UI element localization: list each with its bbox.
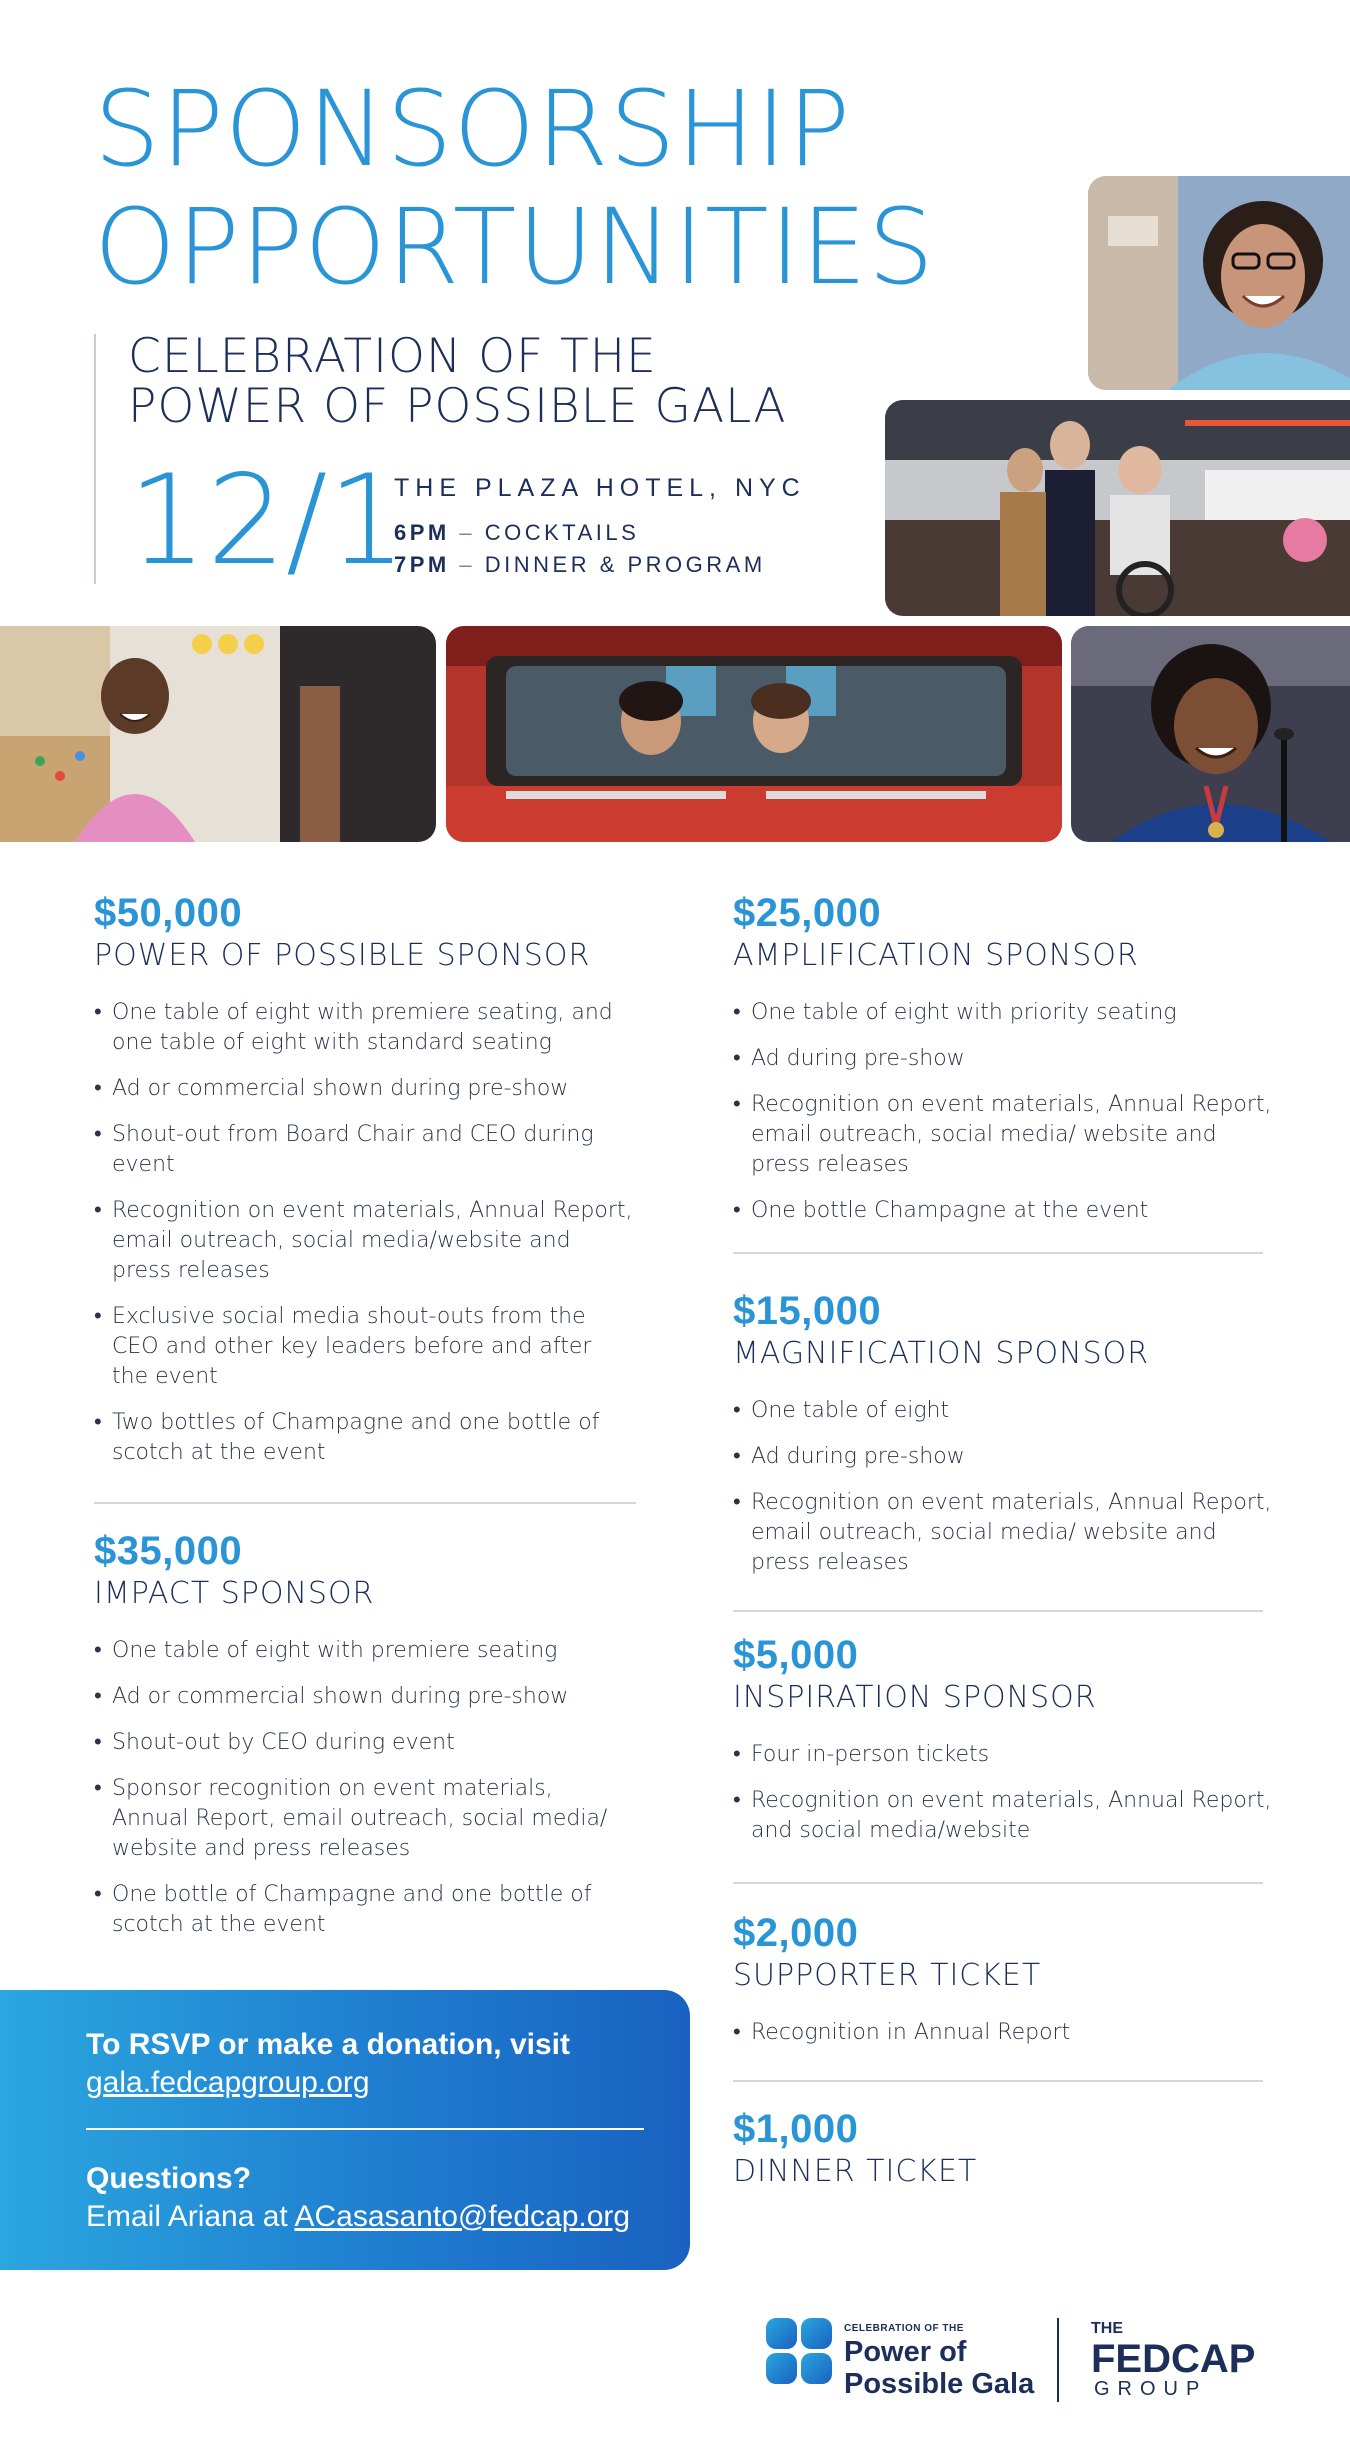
benefit-item: • One table of eight: [733, 1396, 1273, 1426]
rsvp-divider: [86, 2128, 644, 2130]
fedcap-logo-group: GROUP: [1094, 2378, 1208, 2400]
tier-name: DINNER TICKET: [733, 2154, 978, 2189]
tier-divider: [94, 1502, 636, 1504]
benefit-item: • One table of eight with premiere seating: [94, 1636, 634, 1666]
schedule-cocktails: [394, 520, 639, 546]
tier-divider: [733, 1252, 1263, 1254]
tier-price: $15,000: [733, 1289, 882, 1333]
tier-benefits: [94, 998, 634, 1468]
tier-impact: [94, 1528, 634, 1956]
schedule-dash: –: [459, 552, 476, 577]
page-title: [94, 70, 935, 306]
gala-logo-small-text: CELEBRATION OF THE: [844, 2323, 964, 2334]
schedule-label: DINNER & PROGRAM: [484, 552, 766, 577]
email-line: [86, 2198, 630, 2236]
tier-name: IMPACT SPONSOR: [94, 1576, 375, 1611]
fedcap-logo-the: THE: [1091, 2320, 1123, 2337]
schedule-dinner: [394, 552, 766, 578]
tier-amplification: [733, 890, 1273, 1242]
tier-name: POWER OF POSSIBLE SPONSOR: [94, 938, 591, 973]
schedule-time: 6PM: [394, 520, 450, 545]
email-prefix: Email Ariana at: [86, 2200, 295, 2233]
fedcap-logo-main: FEDCAP: [1091, 2337, 1256, 2381]
gala-logo-line-2: Possible Gala: [844, 2368, 1035, 2400]
benefit-item: • Recognition on event materials, Annual Report, email outreach, social media/ website and press releases: [733, 1488, 1273, 1578]
benefit-item: • Shout-out from Board Chair and CEO during event: [94, 1120, 634, 1180]
tier-magnification: [733, 1288, 1273, 1594]
tier-inspiration: [733, 1632, 1273, 1862]
benefit-item: • One bottle Champagne at the event: [733, 1196, 1273, 1226]
tier-benefits: [94, 1636, 634, 1940]
benefit-item: • Two bottles of Champagne and one bottle of scotch at the event: [94, 1408, 634, 1468]
photo-child-playing: [0, 626, 436, 842]
tier-dinner: [733, 2106, 1273, 2190]
tier-price: $2,000: [733, 1911, 859, 1955]
rsvp-panel: [0, 1990, 690, 2270]
benefit-item: • Recognition on event materials, Annual Report, email outreach, social media/website and press releases: [94, 1196, 634, 1286]
tier-price: $25,000: [733, 891, 882, 935]
tier-supporter: [733, 1910, 1273, 2064]
benefit-item: • One table of eight with priority seating: [733, 998, 1273, 1028]
tier-price: $35,000: [94, 1529, 243, 1573]
gala-logo-mark-icon: [766, 2318, 832, 2389]
benefit-item: • Ad or commercial shown during pre-show: [94, 1074, 634, 1104]
header-vertical-rule: [94, 334, 96, 584]
benefit-item: • Recognition in Annual Report: [733, 2018, 1273, 2048]
tier-benefits: [733, 1740, 1273, 1846]
tier-name: AMPLIFICATION SPONSOR: [733, 938, 1139, 973]
benefit-item: • Recognition on event materials, Annual Report, email outreach, social media/ website and press releases: [733, 1090, 1273, 1180]
tier-divider: [733, 1610, 1263, 1612]
tier-price: $1,000: [733, 2107, 859, 2151]
logo-separator: [1057, 2318, 1059, 2402]
benefit-item: • Ad during pre-show: [733, 1044, 1273, 1074]
benefit-item: • Sponsor recognition on event materials, Annual Report, email outreach, social media/ website and press releases: [94, 1774, 634, 1864]
subtitle-line-2: POWER OF POSSIBLE GALA: [128, 379, 787, 434]
event-date: 12/1: [128, 449, 407, 593]
benefit-item: • Recognition on event materials, Annual Report, and social media/website: [733, 1786, 1273, 1846]
photo-runway-event: [885, 400, 1350, 616]
gala-logo-text: [844, 2336, 1034, 2400]
questions-label: Questions?: [86, 2162, 252, 2195]
tier-price: $5,000: [733, 1633, 859, 1677]
title-line-2: OPPORTUNITIES: [94, 186, 935, 308]
schedule-dash: –: [459, 520, 476, 545]
tier-name: MAGNIFICATION SPONSOR: [733, 1336, 1150, 1371]
tier-benefits: [733, 1396, 1273, 1578]
photo-kids-in-truck: [446, 626, 1062, 842]
tier-divider: [733, 2080, 1263, 2082]
tier-benefits: [733, 998, 1273, 1226]
tier-power-of-possible: [94, 890, 634, 1484]
tier-name: SUPPORTER TICKET: [733, 1958, 1042, 1993]
benefit-item: • Ad or commercial shown during pre-show: [94, 1682, 634, 1712]
gala-logo-line-1: Power of: [844, 2336, 967, 2368]
tier-price: $50,000: [94, 891, 243, 935]
photo-smiling-woman: [1088, 176, 1350, 390]
event-subtitle: [128, 329, 787, 434]
benefit-item: • Shout-out by CEO during event: [94, 1728, 634, 1758]
title-line-1: SPONSORSHIP: [94, 68, 852, 190]
rsvp-link[interactable]: gala.fedcapgroup.org: [86, 2066, 370, 2099]
tier-divider: [733, 1882, 1263, 1884]
tier-name: INSPIRATION SPONSOR: [733, 1680, 1097, 1715]
tier-benefits: [733, 2018, 1273, 2048]
benefit-item: • One bottle of Champagne and one bottle of scotch at the event: [94, 1880, 634, 1940]
rsvp-prompt: To RSVP or make a donation, visit: [86, 2028, 570, 2061]
subtitle-line-1: CELEBRATION OF THE: [128, 329, 657, 384]
schedule-time: 7PM: [394, 552, 450, 577]
benefit-item: • Four in-person tickets: [733, 1740, 1273, 1770]
photo-graduate: [1071, 626, 1350, 842]
benefit-item: • Ad during pre-show: [733, 1442, 1273, 1472]
event-venue: THE PLAZA HOTEL, NYC: [394, 474, 806, 502]
benefit-item: • Exclusive social media shout-outs from the CEO and other key leaders before and after the event: [94, 1302, 634, 1392]
email-link[interactable]: ACasasanto@fedcap.org: [294, 2200, 631, 2233]
schedule-label: COCKTAILS: [484, 520, 640, 545]
benefit-item: • One table of eight with premiere seating, and one table of eight with standard seating: [94, 998, 634, 1058]
